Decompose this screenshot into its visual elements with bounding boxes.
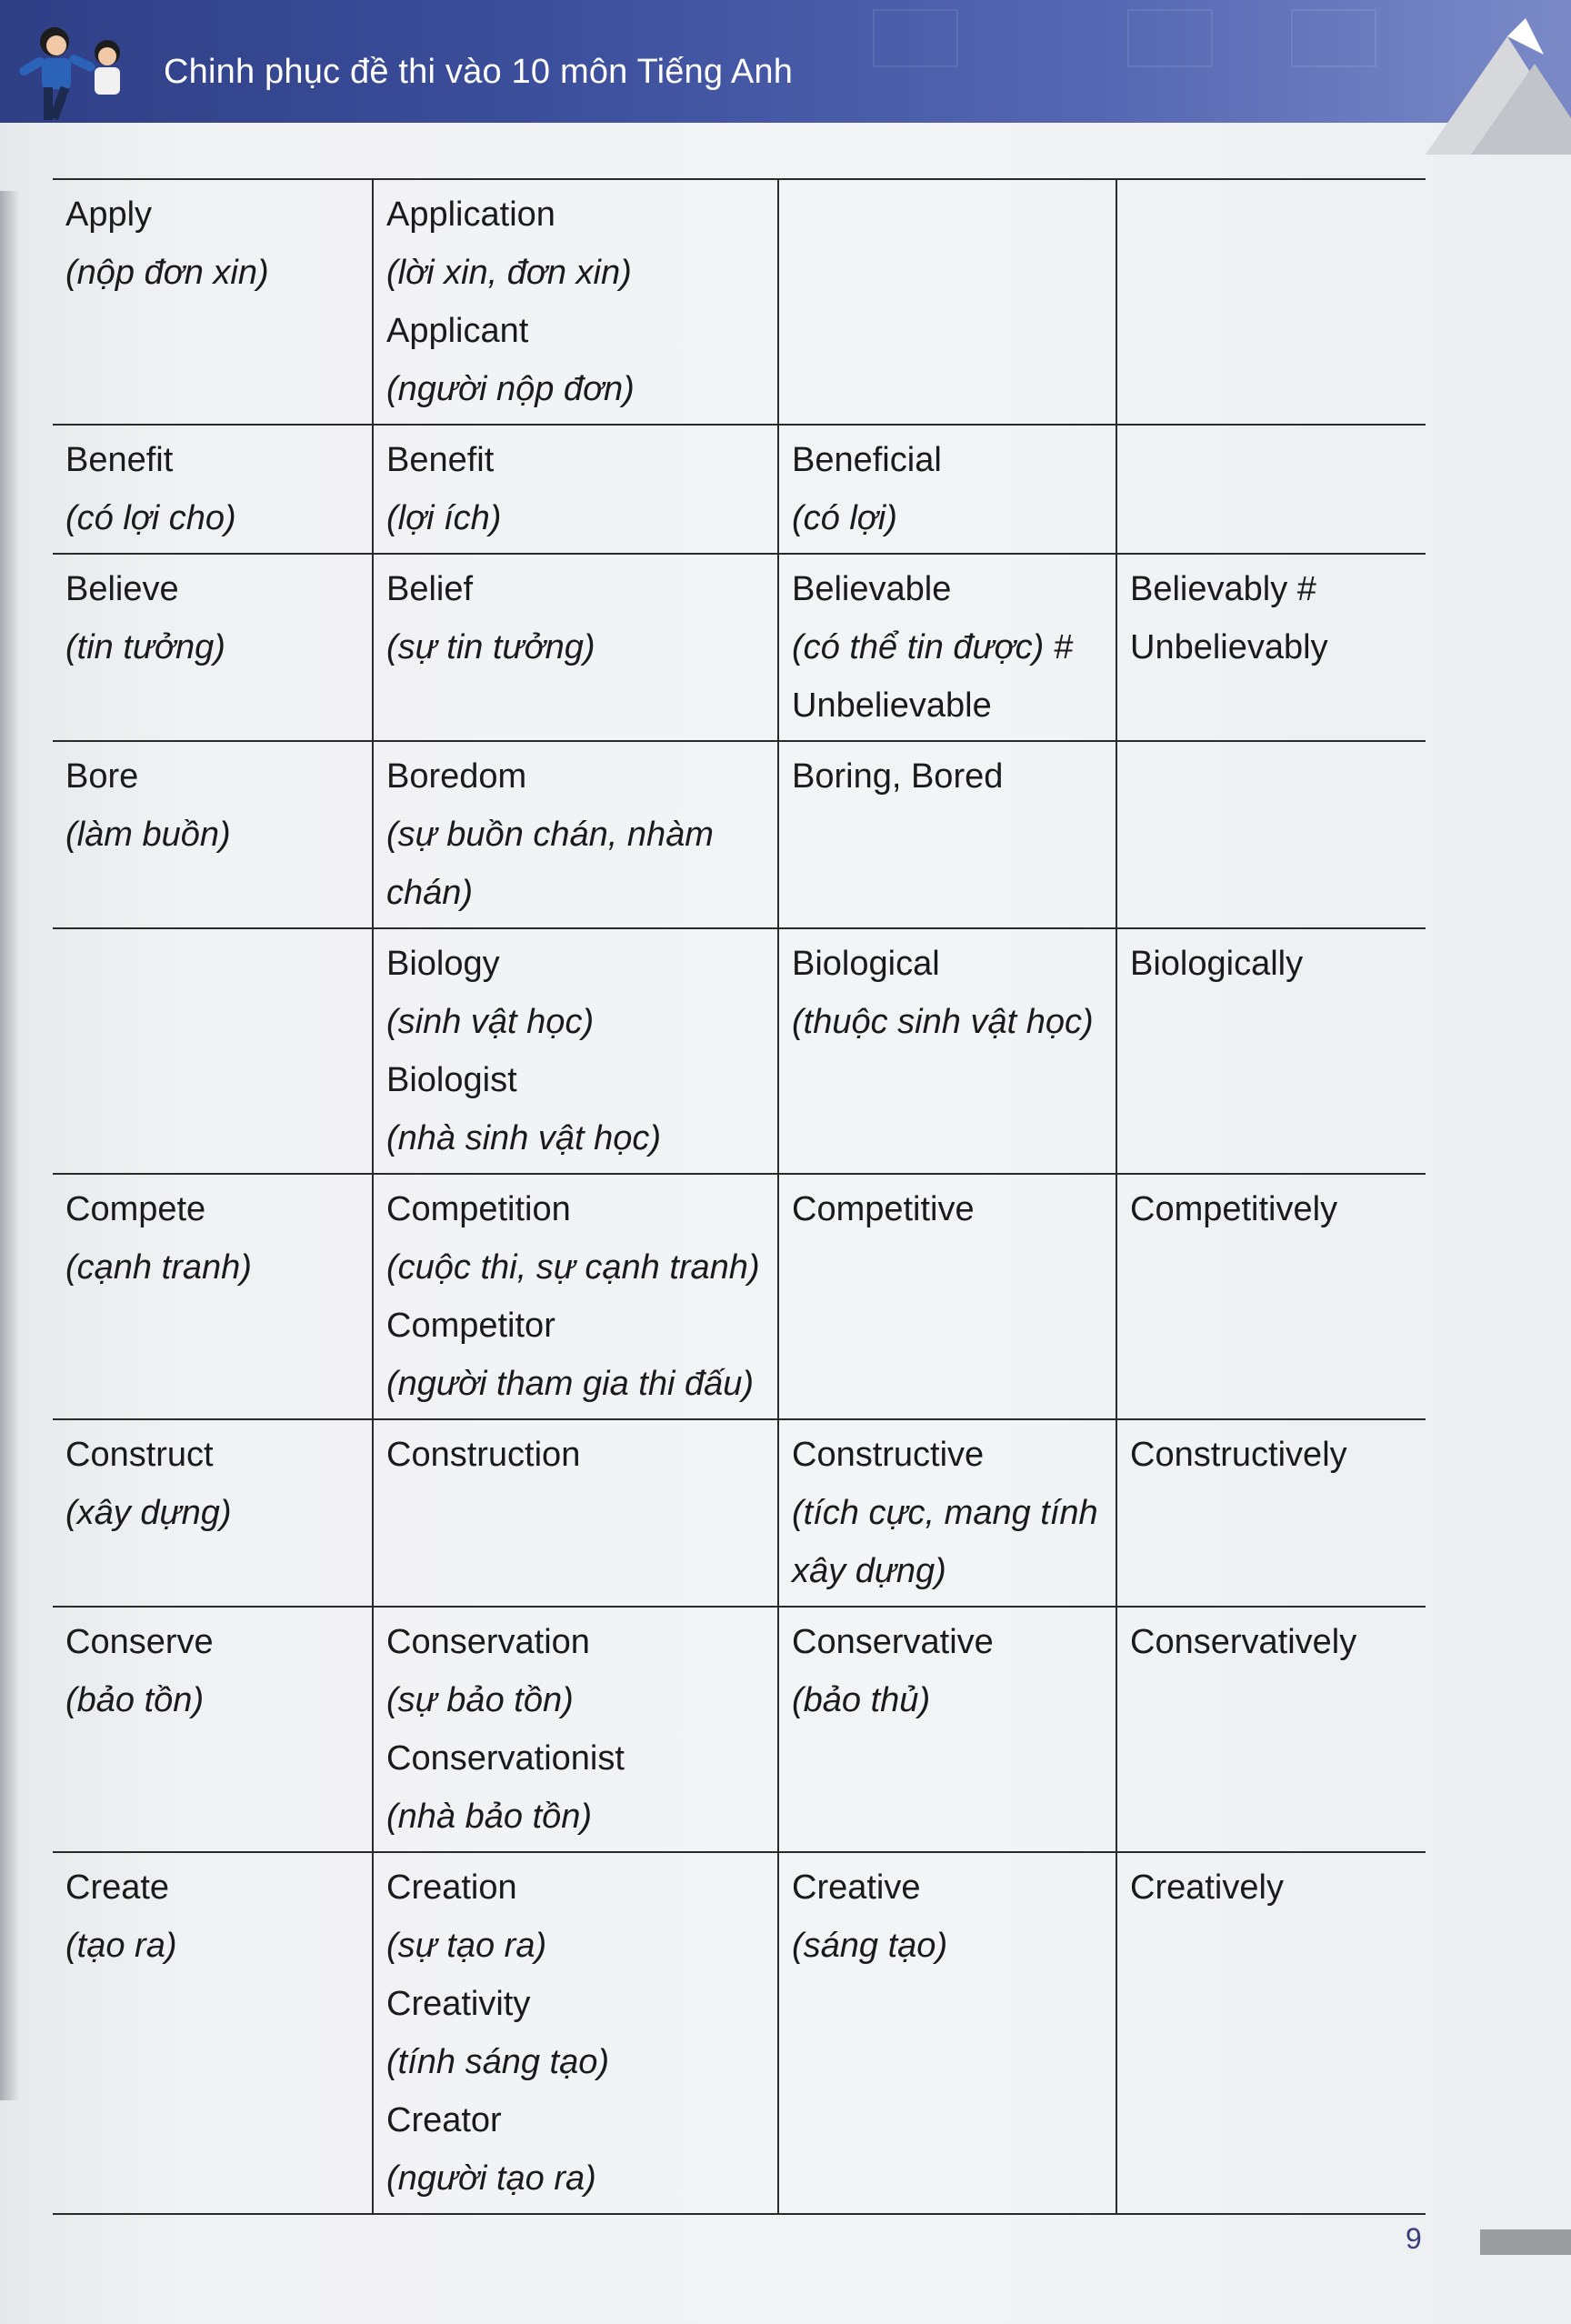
student-mascot-icon <box>0 16 136 123</box>
word-form: Unbelievable <box>792 686 992 725</box>
mountain-corner-icon <box>1407 0 1571 155</box>
binding-shadow <box>0 191 20 2100</box>
word-form: Boring, Bored <box>792 757 1004 796</box>
table-row <box>53 741 1426 928</box>
adjective-cell <box>778 425 1116 554</box>
word-meaning: (nộp đơn xin) <box>65 254 269 292</box>
noun-cell <box>373 1419 778 1607</box>
word-form: Competitive <box>792 1190 975 1228</box>
word-form: Biology <box>386 945 500 983</box>
word-meaning: (sự buồn chán, nhàm chán) <box>386 816 714 912</box>
page-number: 9 <box>1406 2222 1422 2255</box>
word-form: Creative <box>792 1868 921 1907</box>
word-meaning: (lợi ích) <box>386 499 502 537</box>
verb-cell <box>53 554 373 741</box>
header-band <box>0 0 1571 123</box>
flag-decoration-icon <box>1127 9 1213 67</box>
word-meaning: (xây dựng) <box>65 1494 232 1532</box>
verb-cell <box>53 1419 373 1607</box>
adverb-cell <box>1116 1852 1426 2214</box>
verb-cell <box>53 928 373 1174</box>
verb-cell <box>53 741 373 928</box>
word-form: Competitor <box>386 1307 555 1345</box>
word-meaning: (thuộc sinh vật học) <box>792 1003 1094 1041</box>
noun-cell <box>373 554 778 741</box>
word-meaning: (tính sáng tạo) <box>386 2043 610 2081</box>
word-meaning: (làm buồn) <box>65 816 231 854</box>
adjective-cell <box>778 1852 1116 2214</box>
word-form: Construction <box>386 1436 581 1474</box>
word-meaning: (có lợi) <box>792 499 897 537</box>
word-meaning: (cạnh tranh) <box>65 1248 252 1287</box>
word-meaning: (người tạo ra) <box>386 2159 596 2198</box>
verb-cell <box>53 179 373 425</box>
word-form: Competition <box>386 1190 571 1228</box>
word-meaning: (sự tin tưởng) <box>386 628 595 666</box>
adverb-cell <box>1116 741 1426 928</box>
word-meaning: (nhà bảo tồn) <box>386 1798 593 1836</box>
verb-cell <box>53 425 373 554</box>
word-form: Believable <box>792 570 952 608</box>
word-meaning: (tạo ra) <box>65 1927 177 1965</box>
adverb-cell <box>1116 1419 1426 1607</box>
word-form: Constructive <box>792 1436 985 1474</box>
verb-cell <box>53 1607 373 1852</box>
adverb-cell <box>1116 928 1426 1174</box>
word-form: Construct <box>65 1436 214 1474</box>
word-form: Compete <box>65 1190 206 1228</box>
table-row <box>53 179 1426 425</box>
table-row <box>53 1419 1426 1607</box>
word-form: Biologist <box>386 1061 517 1099</box>
noun-cell <box>373 741 778 928</box>
word-form: Apply <box>65 195 153 234</box>
word-form: Application <box>386 195 555 234</box>
word-form: Unbelievably <box>1130 628 1328 666</box>
adjective-cell <box>778 554 1116 741</box>
word-meaning: (có lợi cho) <box>65 499 236 537</box>
table-row <box>53 1852 1426 2214</box>
word-meaning: (bảo tồn) <box>65 1681 205 1719</box>
word-form: Creativity <box>386 1985 531 2023</box>
word-form: Conserve <box>65 1623 214 1661</box>
table-row <box>53 1174 1426 1419</box>
header-title: Chinh phục đề thi vào 10 môn Tiếng Anh <box>164 53 794 91</box>
noun-cell <box>373 1174 778 1419</box>
table-row <box>53 928 1426 1174</box>
crown-decoration-icon <box>1291 9 1376 67</box>
word-meaning: (có thể tin được) # <box>792 628 1073 666</box>
word-meaning: (người tham gia thi đấu) <box>386 1365 755 1403</box>
word-form: Conservative <box>792 1623 994 1661</box>
word-form: Beneficial <box>792 441 942 479</box>
word-form: Boredom <box>386 757 527 796</box>
word-form: Constructively <box>1130 1436 1347 1474</box>
word-meaning: (cuộc thi, sự cạnh tranh) <box>386 1248 760 1287</box>
word-form: Conservationist <box>386 1739 625 1778</box>
noun-cell <box>373 179 778 425</box>
table-row <box>53 1607 1426 1852</box>
word-meaning: (sự bảo tồn) <box>386 1681 574 1719</box>
word-form: Benefit <box>386 441 495 479</box>
word-form: Belief <box>386 570 474 608</box>
word-form: Bore <box>65 757 139 796</box>
adjective-cell <box>778 928 1116 1174</box>
word-form: Conservatively <box>1130 1623 1357 1661</box>
word-meaning: (tích cực, mang tính xây dựng) <box>792 1494 1098 1590</box>
word-form: Creatively <box>1130 1868 1284 1907</box>
word-form: Biological <box>792 945 940 983</box>
verb-cell <box>53 1174 373 1419</box>
adverb-cell <box>1116 554 1426 741</box>
adjective-cell <box>778 741 1116 928</box>
noun-cell <box>373 425 778 554</box>
word-meaning: (lời xin, đơn xin) <box>386 254 632 292</box>
flag-decoration-icon <box>873 9 958 67</box>
word-form: Believably # <box>1130 570 1316 608</box>
word-meaning: (tin tưởng) <box>65 628 225 666</box>
word-meaning: (bảo thủ) <box>792 1681 931 1719</box>
word-meaning: (sự tạo ra) <box>386 1927 547 1965</box>
word-form: Biologically <box>1130 945 1304 983</box>
word-form: Create <box>65 1868 170 1907</box>
word-meaning: (người nộp đơn) <box>386 370 635 408</box>
word-form: Benefit <box>65 441 174 479</box>
word-form: Creation <box>386 1868 517 1907</box>
adjective-cell <box>778 1174 1116 1419</box>
noun-cell <box>373 1852 778 2214</box>
adjective-cell <box>778 1419 1116 1607</box>
adverb-cell <box>1116 425 1426 554</box>
word-meaning: (nhà sinh vật học) <box>386 1119 662 1157</box>
adverb-cell <box>1116 1174 1426 1419</box>
vocabulary-table <box>53 178 1426 2215</box>
word-form: Believe <box>65 570 179 608</box>
table-row <box>53 425 1426 554</box>
word-form: Competitively <box>1130 1190 1338 1228</box>
footer-bar <box>1480 2229 1571 2255</box>
adverb-cell <box>1116 179 1426 425</box>
noun-cell <box>373 928 778 1174</box>
word-form: Conservation <box>386 1623 590 1661</box>
table-row <box>53 554 1426 741</box>
adjective-cell <box>778 1607 1116 1852</box>
adverb-cell <box>1116 1607 1426 1852</box>
word-form: Creator <box>386 2101 502 2139</box>
noun-cell <box>373 1607 778 1852</box>
word-form: Applicant <box>386 312 529 350</box>
word-meaning: (sáng tạo) <box>792 1927 948 1965</box>
adjective-cell <box>778 179 1116 425</box>
word-meaning: (sinh vật học) <box>386 1003 595 1041</box>
verb-cell <box>53 1852 373 2214</box>
